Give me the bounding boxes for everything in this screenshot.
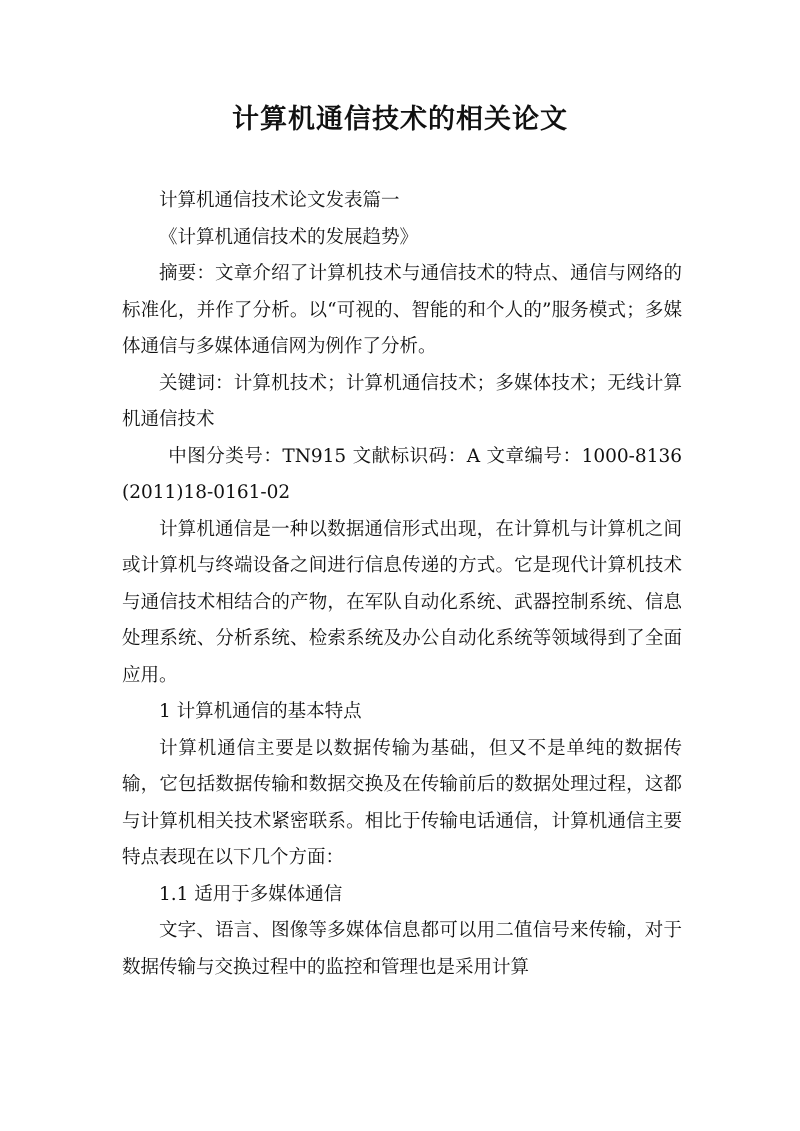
paragraph-classification: 中图分类号：TN915 文献标识码：A 文章编号：1000-8136(2011)18-0161-02: [122, 445, 682, 503]
paragraph-intro: 计算机通信是一种以数据通信形式出现，在计算机与计算机之间或计算机与终端设备之间进行信息传递的方式。它是现代计算机技术与通信技术相结合的产物，在军队自动化系统、武器控制系统、信息处理系统、分析系统、检索系统及办公自动化系统等领域得到了全面应用。: [122, 518, 682, 686]
section-heading-1-1: 1.1 适用于多媒体通信: [159, 883, 343, 905]
paragraph-article-title: 《计算机通信技术的发展趋势》: [159, 226, 419, 248]
paragraph-abstract: 摘要：文章介绍了计算机技术与通信技术的特点、通信与网络的标准化，并作了分析。以“可视的、智能的和个人的”服务模式；多媒体通信与多媒体通信网为例作了分析。: [122, 263, 682, 357]
paragraph-article-heading: 计算机通信技术论文发表篇一: [159, 190, 400, 211]
document-title: 计算机通信技术的相关论文: [232, 104, 568, 135]
paragraph-section-1: 计算机通信主要是以数据传输为基础，但又不是单纯的数据传输，它包括数据传输和数据交换及在传输前后的数据处理过程，这都与计算机相关技术紧密联系。相比于传输电话通信，计算机通信主要特点表现在以下几个方面：: [122, 737, 682, 868]
paragraph-section-1-1: 文字、语言、图像等多媒体信息都可以用二值信号来传输，对于数据传输与交换过程中的监控和管理也是采用计算: [122, 920, 682, 978]
document-body: [122, 183, 682, 986]
section-heading-1: 1 计算机通信的基本特点: [159, 701, 362, 722]
paragraph-keywords: 关键词：计算机技术；计算机通信技术；多媒体技术；无线计算机通信技术: [122, 372, 682, 430]
